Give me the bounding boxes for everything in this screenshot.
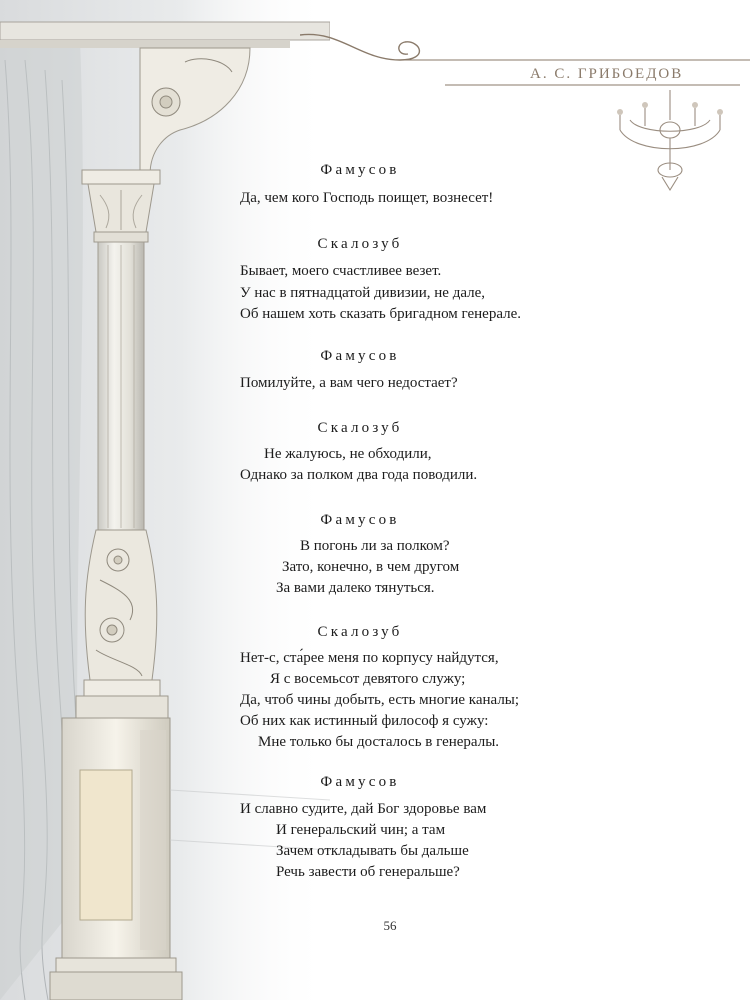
speaker-name: Фамусов	[320, 162, 400, 178]
verse-line: Бывает, моего счастливее везет.	[240, 263, 442, 279]
running-head: А. С. ГРИБОЕДОВ	[530, 66, 684, 82]
verse-line: Об них как истинный философ я сужу:	[240, 713, 489, 729]
verse-line: Однако за полком два года поводили.	[240, 467, 478, 483]
speaker-name: Фамусов	[320, 774, 400, 790]
verse-line: Речь завести об генеральше?	[276, 864, 460, 880]
verse-line: Помилуйте, а вам чего недостает?	[240, 375, 458, 391]
verse-line: У нас в пятнадцатой дивизии, не дале,	[240, 285, 486, 301]
verse-line: Об нашем хоть сказать бригадном генерале.	[240, 306, 522, 322]
verse-line: Мне только бы досталось в генералы.	[258, 734, 500, 750]
verse-line: Да, чтоб чины добыть, есть многие каналы;	[240, 692, 520, 708]
verse-line: В погонь ли за полком?	[300, 538, 450, 554]
speaker-name: Скалозуб	[317, 236, 403, 252]
verse-line: Я с восемьсот девятого служу;	[270, 671, 466, 687]
verse-line: Нет-с, ста́рее меня по корпусу найдутся,	[240, 650, 499, 666]
speaker-name: Скалозуб	[317, 624, 403, 640]
speaker-name: Фамусов	[320, 512, 400, 528]
verse-line: За вами далеко тянуться.	[276, 580, 435, 596]
page-number: 56	[383, 918, 397, 933]
verse-line: Не жалуюсь, не обходили,	[264, 446, 432, 462]
speaker-name: Фамусов	[320, 348, 400, 364]
verse-line: И славно судите, дай Бог здоровье вам	[240, 801, 487, 817]
verse-line: Зачем откладывать бы дальше	[276, 843, 469, 859]
verse-line: И генеральский чин; а там	[276, 822, 446, 838]
speaker-name: Скалозуб	[317, 420, 403, 436]
verse-line: Зато, конечно, в чем другом	[282, 559, 460, 575]
verse-line: Да, чем кого Господь поищет, вознесет!	[240, 190, 494, 206]
chandelier-icon	[620, 90, 720, 190]
